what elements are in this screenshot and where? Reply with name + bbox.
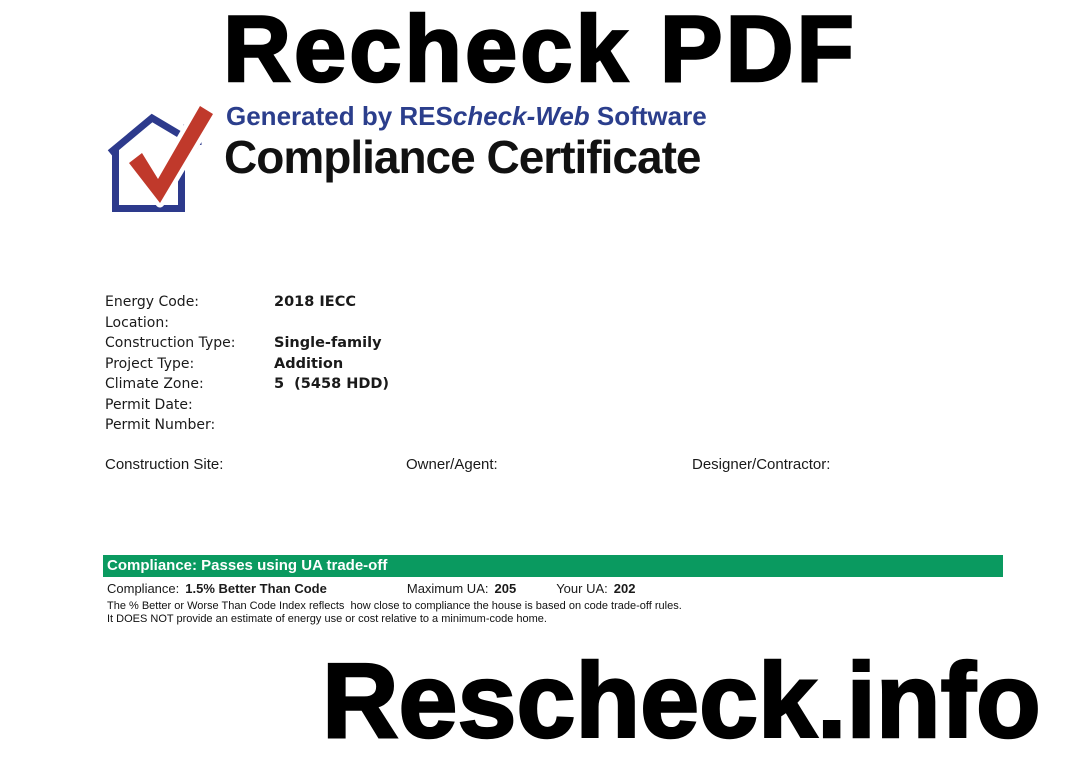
result-label: Compliance:: [107, 581, 180, 596]
certificate-title: Compliance Certificate: [224, 131, 701, 183]
project-fields: [105, 292, 389, 436]
compliance-note-line-1: The % Better or Worse Than Code Index reflects how close to compliance the house is based on code trade-off rules.: [107, 600, 682, 612]
generated-by-line: [226, 101, 707, 132]
compliance-banner: Compliance: Passes using UA trade-off: [103, 555, 1003, 577]
compliance-note-line-2: It DOES NOT provide an estimate of energy use or cost relative to a minimum-code home.: [107, 612, 547, 625]
parties-row: [0, 456, 1080, 476]
field-value: Single-family: [274, 335, 382, 351]
house-with-checkmark-icon: [95, 100, 230, 215]
compliance-notes: [107, 600, 682, 625]
field-label: Location:: [105, 314, 169, 331]
field-row: [105, 313, 389, 334]
maximum-ua-label: Maximum UA:: [406, 581, 489, 596]
field-row: [105, 354, 389, 375]
construction-site-label: Construction Site:: [105, 456, 224, 473]
your-ua-value: 202: [613, 581, 636, 596]
compliance-summary-row: [107, 581, 635, 596]
field-label: Project Type:: [105, 355, 195, 372]
designer-contractor-label: Designer/Contractor:: [692, 456, 831, 473]
footer-title-partial: Rescheck.info: [322, 642, 1041, 760]
header-title: Recheck PDF: [223, 0, 857, 101]
generated-by-prefix: Generated by: [226, 101, 400, 131]
field-value: [274, 313, 389, 334]
field-value: 5 (5458 HDD): [274, 376, 390, 392]
your-ua-label: Your UA:: [556, 581, 608, 596]
brand-italic: check-Web: [452, 101, 590, 131]
brand-upright: RES: [399, 101, 453, 131]
field-row: [105, 374, 389, 395]
field-row: [105, 415, 389, 436]
field-label: Permit Number:: [105, 417, 216, 433]
generated-by-suffix: Software: [589, 101, 707, 131]
owner-agent-label: Owner/Agent:: [406, 456, 498, 473]
field-row: [105, 395, 389, 416]
field-label: Climate Zone:: [105, 376, 204, 392]
maximum-ua-value: 205: [494, 581, 517, 596]
result-value: 1.5% Better Than Code: [185, 581, 327, 596]
field-value: [274, 415, 389, 436]
field-value: 2018 IECC: [274, 294, 356, 310]
field-row: [105, 333, 389, 354]
field-value: Addition: [274, 355, 344, 372]
field-label: Permit Date:: [105, 396, 193, 413]
field-row: [105, 292, 389, 313]
field-label: Energy Code:: [105, 294, 200, 310]
field-value: [274, 395, 389, 416]
field-label: Construction Type:: [105, 335, 236, 351]
